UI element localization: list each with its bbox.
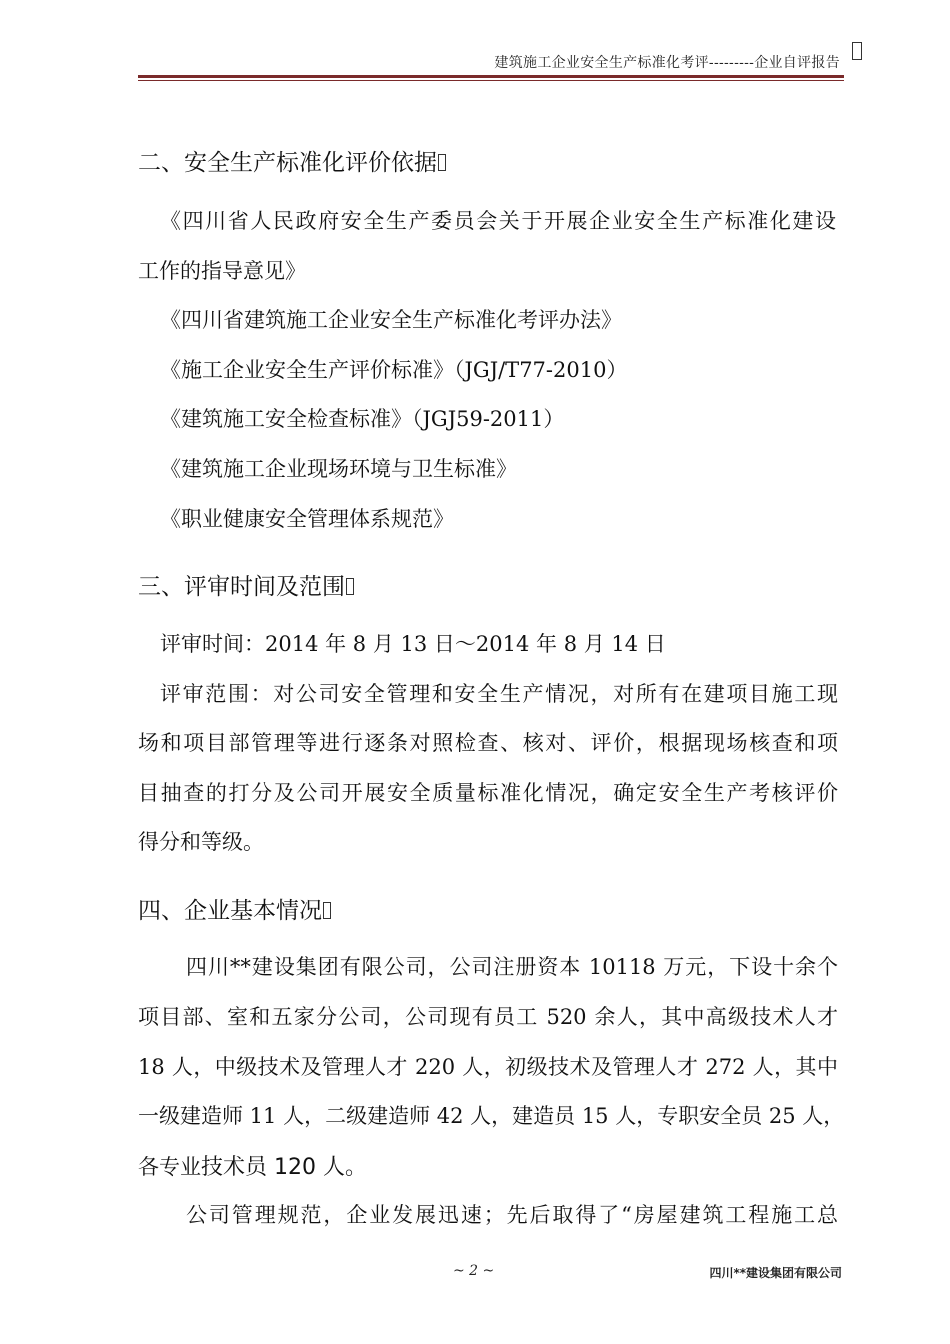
reference-item: 《施工企业安全生产评价标准》（JGJ/T77-2010）	[160, 358, 628, 382]
section-heading-2: 二、安全生产标准化评价依据	[138, 144, 446, 177]
review-scope-line: 得分和等级。	[138, 830, 264, 854]
company-info-line: 项目部、室和五家分公司，公司现有员工 520 余人，其中高级技术人才	[138, 1005, 838, 1029]
reference-item: 《职业健康安全管理体系规范》	[160, 507, 454, 531]
reference-item: 《四川省人民政府安全生产委员会关于开展企业安全生产标准化建设	[160, 209, 836, 233]
review-scope-line: 目抽查的打分及公司开展安全质量标准化情况，确定安全生产考核评价	[138, 781, 838, 805]
company-info-line: 四川**建设集团有限公司，公司注册资本 10118 万元，下设十余个	[186, 955, 838, 979]
reference-item: 《四川省建筑施工企业安全生产标准化考评办法》	[160, 308, 622, 332]
reference-item: 工作的指导意见》	[138, 259, 306, 283]
reference-item: 《建筑施工企业现场环境与卫生标准》	[160, 457, 517, 481]
section-heading-4: 四、企业基本情况	[138, 892, 331, 925]
running-header: 建筑施工企业安全生产标准化考评---------企业自评报告	[494, 55, 840, 71]
missing-glyph-icon	[852, 42, 862, 60]
review-scope-line: 场和项目部管理等进行逐条对照检查、核对、评价，根据现场核查和项	[138, 731, 838, 755]
company-info-line: 18 人，中级技术及管理人才 220 人，初级技术及管理人才 272 人，其中	[138, 1055, 838, 1079]
footer-company: 四川**建设集团有限公司	[709, 1266, 842, 1280]
section-heading-3: 三、评审时间及范围	[138, 568, 354, 601]
missing-glyph-icon	[346, 578, 354, 595]
company-info-line: 一级建造师 11 人，二级建造师 42 人，建造员 15 人，专职安全员 25 人，	[138, 1104, 845, 1128]
review-scope-line: 评审范围：对公司安全管理和安全生产情况，对所有在建项目施工现	[160, 682, 838, 706]
reference-item: 《建筑施工安全检查标准》（JGJ59-2011）	[160, 407, 565, 431]
missing-glyph-icon	[323, 902, 331, 919]
company-info-line: 各专业技术员 120 人。	[138, 1155, 367, 1180]
header-rule-thin	[138, 80, 844, 81]
header-rule	[138, 75, 844, 78]
review-time: 评审时间：2014 年 8 月 13 日～2014 年 8 月 14 日	[160, 632, 666, 656]
company-info-line: 公司管理规范，企业发展迅速；先后取得了“房屋建筑工程施工总	[186, 1203, 838, 1227]
missing-glyph-icon	[438, 154, 446, 171]
page-number: ~ 2 ~	[453, 1263, 495, 1279]
